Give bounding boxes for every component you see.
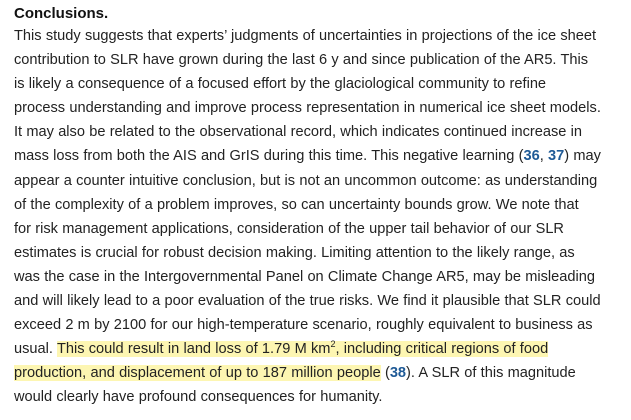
text-line: process understanding and improve process representation in numerical ice sheet models.: [14, 100, 601, 117]
text-line: was the case in the Intergovernmental Panel on Climate Change AR5, may be misleading: [14, 268, 595, 285]
text-segment: mass loss from both the AIS and GrIS during this time. This negative learning (: [14, 148, 524, 165]
highlighted-text: [57, 341, 548, 357]
section-heading: Conclusions.: [14, 5, 109, 22]
text-line: is likely a consequence of a focused effort by the glaciological community to refine: [14, 76, 547, 93]
text-segment: ). A SLR of this magnitude: [406, 365, 576, 382]
text-line: contribution to SLR have grown during the last 6 y and since publication of the AR5. This: [14, 52, 589, 69]
text-line: of the complexity of a problem improves, so can uncertainty bounds grow. We note that: [14, 196, 579, 213]
text-line: [14, 337, 625, 361]
superscript: 2: [330, 339, 336, 350]
text-segment: ) may: [564, 148, 601, 165]
citation-link-36[interactable]: 36: [523, 148, 540, 165]
citation-link-38[interactable]: 38: [389, 365, 407, 382]
text-segment: , including critical regions of food: [335, 341, 549, 358]
text-line: This study suggests that experts’ judgments of uncertainties in projections of the ice sheet: [14, 28, 597, 44]
text-segment: usual.: [14, 341, 57, 358]
text-line: estimates is crucial for robust decision making. Limiting attention to the likely range, as: [14, 244, 575, 261]
text-line: for risk management applications, consideration of the upper tail behavior of our SLR: [14, 220, 564, 237]
text-line: [14, 144, 625, 168]
text-line: [14, 361, 625, 385]
text-segment: This could result in land loss of 1.79 M km: [56, 341, 331, 358]
text-line: would clearly have profound consequences for humanity.: [14, 389, 383, 406]
text-segment: ,: [539, 148, 549, 165]
citation-link-37[interactable]: 37: [548, 148, 565, 165]
highlighted-text: production, and displacement of up to 187 million people: [14, 365, 381, 382]
text-line: appear a counter intuitive conclusion, but is not an uncommon outcome: as understanding: [14, 172, 598, 189]
text-segment: (: [380, 365, 390, 382]
text-line: and will likely lead to a poor evaluation of the true risks. We find it plausible that SLR could: [14, 293, 601, 310]
text-line: exceed 2 m by 2100 for our high-temperature scenario, roughly equivalent to business as: [14, 317, 593, 334]
text-line: It may also be related to the observational record, which indicates continued increase in: [14, 124, 583, 141]
conclusions-paragraph: [14, 24, 625, 410]
